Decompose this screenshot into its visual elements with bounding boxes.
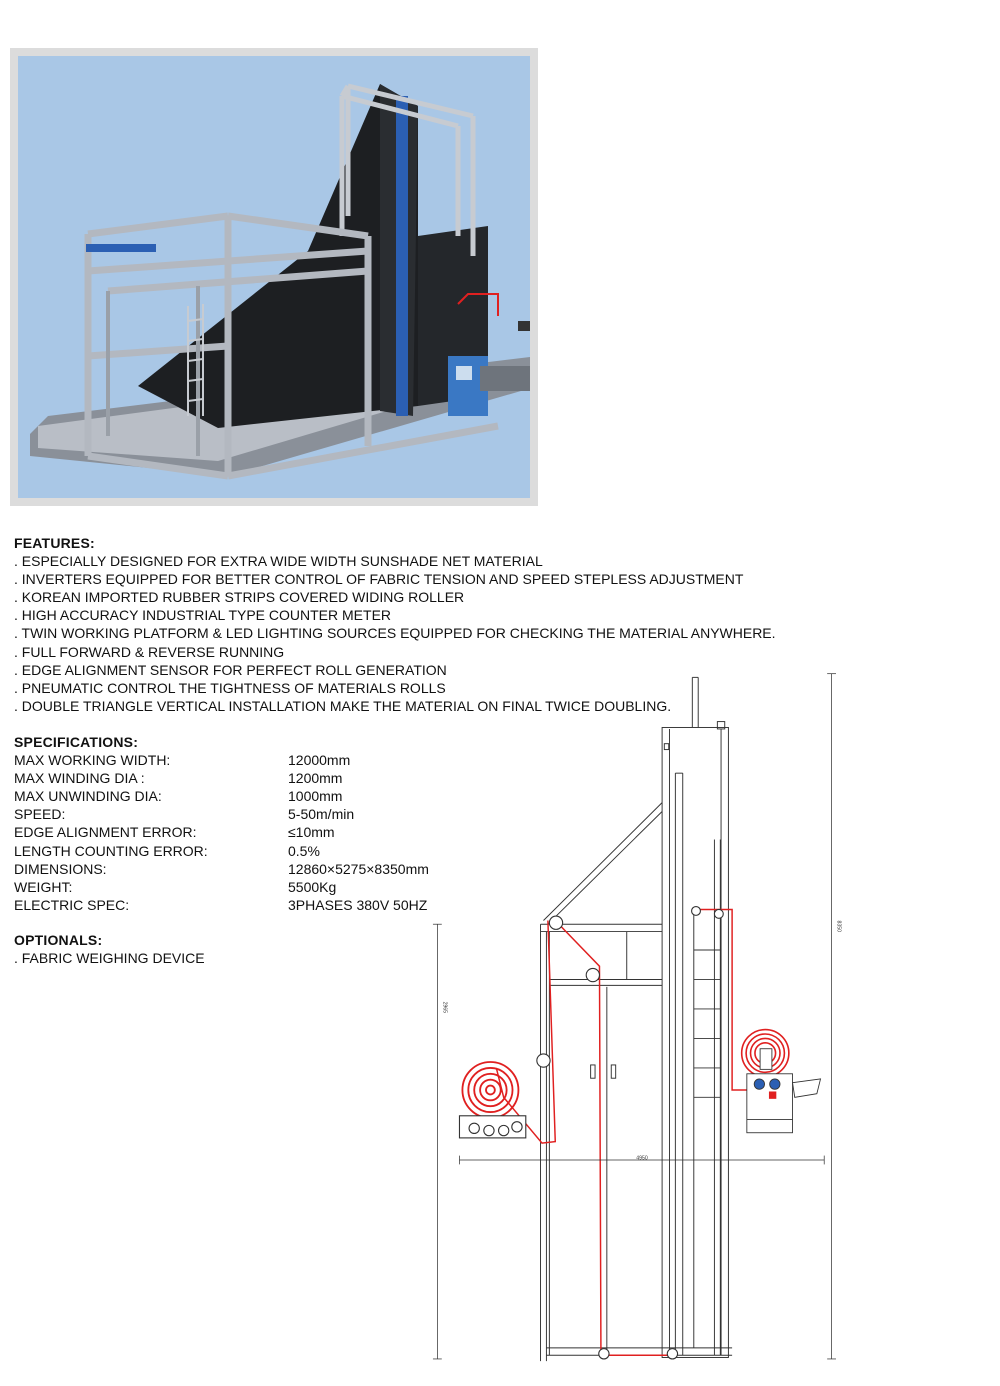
optionals-section [14, 931, 205, 967]
spec-value: 0.5% [288, 842, 320, 859]
feature-item: . KOREAN IMPORTED RUBBER STRIPS COVERED WIDING ROLLER [14, 589, 465, 606]
spec-label: MAX WINDING DIA : [14, 770, 145, 787]
dim-height-platform: 2965 [441, 1001, 448, 1014]
ladder-rungs [694, 950, 721, 1097]
feature-item: . DOUBLE TRIANGLE VERTICAL INSTALLATION MAKE THE MATERIAL ON FINAL TWICE DOUBLING. [14, 697, 672, 714]
spec-value: 1000mm [288, 788, 343, 805]
spec-label: ELECTRIC SPEC: [14, 896, 130, 913]
spec-label: MAX UNWINDING DIA: [14, 788, 162, 805]
spec-value: 3PHASES 380V 50HZ [288, 896, 428, 913]
machine-photo [18, 56, 530, 498]
feature-item: . EDGE ALIGNMENT SENSOR FOR PERFECT ROLL GENERATION [14, 661, 447, 678]
optionals-title: OPTIONALS: [14, 932, 103, 948]
spec-value: 5500Kg [288, 878, 337, 895]
spec-value: 5-50m/min [288, 806, 355, 823]
feature-item: . PNEUMATIC CONTROL THE TIGHTNESS OF MATERIALS ROLLS [14, 679, 446, 696]
dim-height-total: 8350 [835, 920, 842, 932]
unwinding-roll [462, 1062, 518, 1118]
spec-label: MAX WORKING WIDTH: [14, 752, 171, 769]
spec-label: EDGE ALIGNMENT ERROR: [14, 824, 197, 841]
feature-item: . FULL FORWARD & REVERSE RUNNING [14, 643, 285, 660]
spec-value: ≤10mm [288, 824, 335, 841]
technical-drawing [360, 670, 920, 1370]
spec-label: WEIGHT: [14, 878, 73, 895]
feature-item: . TWIN WORKING PLATFORM & LED LIGHTING SOURCES EQUIPPED FOR CHECKING THE MATERIAL ANYWHERE. [14, 625, 776, 642]
spec-label: LENGTH COUNTING ERROR: [14, 842, 208, 859]
optional-item: . FABRIC WEIGHING DEVICE [14, 950, 205, 967]
feature-item: . HIGH ACCURACY INDUSTRIAL TYPE COUNTER METER [14, 607, 392, 624]
unwinding-base [459, 1116, 525, 1138]
pulleys [537, 907, 723, 1359]
dim-width: 4950 [636, 1155, 648, 1162]
features-title: FEATURES: [14, 535, 95, 551]
spec-value: 12000mm [288, 752, 351, 769]
winding-unit [747, 1074, 821, 1133]
optionals-list [14, 949, 205, 967]
spec-label: DIMENSIONS: [14, 860, 107, 877]
machine-frame-lines [541, 677, 733, 1361]
spec-value: 1200mm [288, 770, 343, 787]
spec-value: 12860×5275×8350mm [288, 860, 429, 877]
feature-item: . INVERTERS EQUIPPED FOR BETTER CONTROL OF FABRIC TENSION AND SPEED STEPLESS ADJUSTMENT [14, 571, 744, 588]
feature-item: . ESPECIALLY DESIGNED FOR EXTRA WIDE WIDTH SUNSHADE NET MATERIAL [14, 553, 543, 570]
spec-label: SPEED: [14, 806, 66, 823]
specifications-title: SPECIFICATIONS: [14, 734, 139, 750]
dimension-lines [433, 674, 836, 1359]
machine-photo-frame [10, 48, 538, 506]
